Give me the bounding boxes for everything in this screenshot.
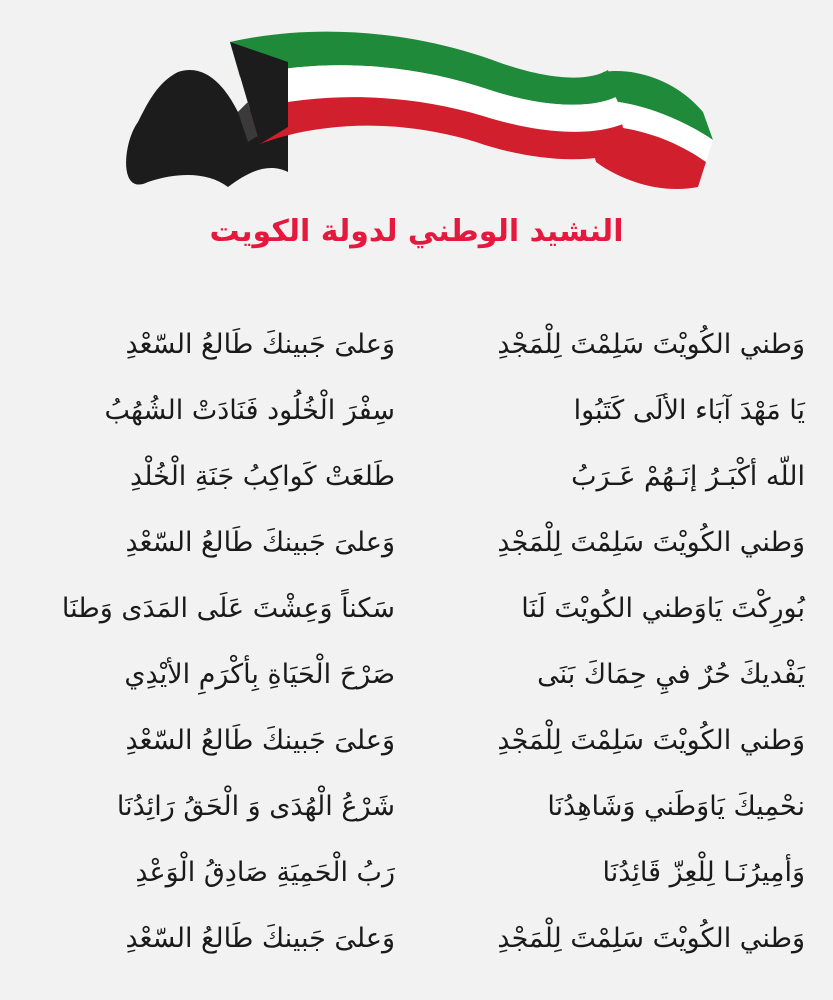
verse-first-hemistich: نحْمِيكَ يَاوَطَني وَشَاهِدُنَا xyxy=(547,791,805,822)
verse-second-hemistich: وَعلىَ جَبينكَ طَالعُ السّعْدِ xyxy=(125,923,395,954)
verse-row xyxy=(0,912,833,966)
verse-first-hemistich: وَطني الكُويْتَ سَلِمْتَ لِلْمَجْدِ xyxy=(497,725,805,756)
verse-second-hemistich: صَرْحَ الْحَيَاةِ بِأكْرَمِ الأيْدِي xyxy=(124,659,395,690)
kuwait-flag-ribbon xyxy=(118,22,718,202)
verse-second-hemistich: سِفْرَ الْخُلُود فَنَادَتْ الشُهُبُ xyxy=(104,395,395,426)
verse-second-hemistich: وَعلىَ جَبينكَ طَالعُ السّعْدِ xyxy=(125,725,395,756)
verse-second-hemistich: سَكناً وَعِشْتَ عَلَى المَدَى وَطنَا xyxy=(61,593,395,624)
verse-row xyxy=(0,780,833,834)
verse-first-hemistich: وَأمِيرُنَـا لِلْعِزّ قَائِدُنَا xyxy=(602,857,805,888)
verse-second-hemistich: وَعلىَ جَبينكَ طَالعُ السّعْدِ xyxy=(125,329,395,360)
verse-first-hemistich: بُورِكْتَ يَاوَطني الكُويْتَ لَنَا xyxy=(521,593,805,624)
verse-second-hemistich: وَعلىَ جَبينكَ طَالعُ السّعْدِ xyxy=(125,527,395,558)
verse-first-hemistich: وَطني الكُويْتَ سَلِمْتَ لِلْمَجْدِ xyxy=(497,923,805,954)
verse-row xyxy=(0,450,833,504)
verse-row xyxy=(0,516,833,570)
verse-first-hemistich: يَا مَهْدَ آبَاء الألَى كَتَبُوا xyxy=(573,395,805,426)
verse-first-hemistich: وَطني الكُويْتَ سَلِمْتَ لِلْمَجْدِ xyxy=(497,527,805,558)
verse-first-hemistich: وَطني الكُويْتَ سَلِمْتَ لِلْمَجْدِ xyxy=(497,329,805,360)
verse-second-hemistich: رَبُ الْحَمِيَةِ صَادِقُ الْوَعْدِ xyxy=(135,857,395,888)
verse-row xyxy=(0,384,833,438)
verse-first-hemistich: يَفْديكَ حُرٌ فيِ حِمَاكَ بَنَى xyxy=(537,659,805,690)
anthem-verses xyxy=(0,318,833,978)
verse-row xyxy=(0,714,833,768)
verse-second-hemistich: شَرْعُ الْهُدَى وَ الْحَقُ رَائِدُنَا xyxy=(116,791,395,822)
verse-first-hemistich: اللّه أكْبَـرُ إنَـهُمْ عَـرَبُ xyxy=(571,461,805,492)
verse-row xyxy=(0,846,833,900)
verse-row xyxy=(0,582,833,636)
verse-row xyxy=(0,318,833,372)
verse-row xyxy=(0,648,833,702)
page-title: النشيد الوطني لدولة الكويت xyxy=(209,214,624,249)
verse-second-hemistich: طَلعَتْ كَواكِبُ جَنَةِ الْخُلْدِ xyxy=(130,461,395,492)
